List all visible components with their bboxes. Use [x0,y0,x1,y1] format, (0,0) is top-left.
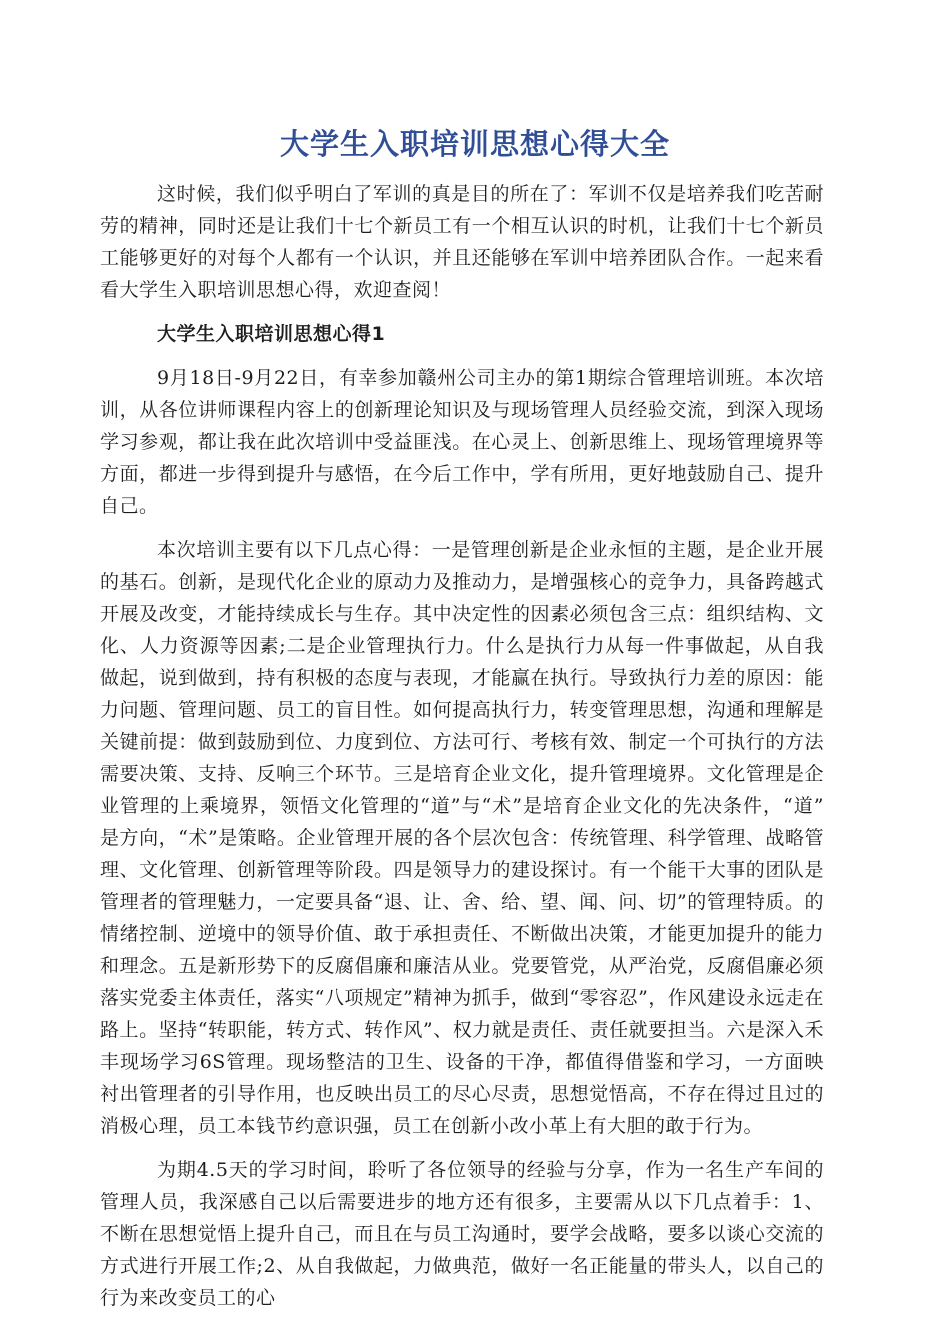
document-title: 大学生入职培训思想心得大全 [279,127,670,161]
paragraph-training-overview: 9月18日-9月22日，有幸参加赣州公司主办的第1期综合管理培训班。本次培训，从各位讲师课程内容上的创新理论知识及与现场管理人员经验交流，到深入现场学习参观，都让我在此次培训中受益匪浅。在心灵上、创新思维上、现场管理境界等方面，都进一步得到提升与感悟，在今后工作中，学有所用，更好地鼓励自己、提升自己。 [100,367,824,517]
paragraph-training-takeaways: 本次培训主要有以下几点心得：一是管理创新是企业永恒的主题，是企业开展的基石。创新，是现代化企业的原动力及推动力，是增强核心的竞争力，具备跨越式开展及改变，才能持续成长与生存。其中决定性的因素必须包含三点：组织结构、文化、人力资源等因素;二是企业管理执行力。什么是执行力从每一件事做起，从自我做起，说到做到，持有积极的态度与表现，才能赢在执行。导致执行力差的原因：能力问题、管理问题、员工的盲目性。如何提高执行力，转变管理思想，沟通和理解是关键前提：做到鼓励到位、力度到位、方法可行、考核有效、制定一个可执行的方法需要决策、支持、反响三个环节。三是培育企业文化，提升管理境界。文化管理是企业管理的上乘境界，领悟文化管理的“道”与“术”是培育企业文化的先决条件，“道”是方向，“术”是策略。企业管理开展的各个层次包含：传统管理、科学管理、战略管理、文化管理、创新管理等阶段。四是领导力的建设探讨。有一个能干大事的团队是管理者的管理魅力，一定要具备“退、让、舍、给、望、闻、问、切”的管理特质。的情绪控制、逆境中的领导价值、敢于承担责任、不断做出决策，才能更加提升的能力和理念。五是新形势下的反腐倡廉和廉洁从业。党要管党，从严治党，反腐倡廉必须落实党委主体责任，落实“八项规定”精神为抓手，做到“零容忍”，作风建设永远走在路上。坚持“转职能，转方式、转作风”、权力就是责任、责任就要担当。六是深入禾丰现场学习6S管理。现场整洁的卫生、设备的干净，都值得借鉴和学习，一方面映衬出管理者的引导作用，也反映出员工的尽心尽责，思想觉悟高，不存在得过且过的消极心理，员工本钱节约意识强，员工在创新小改小革上有大胆的敢于行为。 [100,539,824,1137]
paragraph-intro: 这时候，我们似乎明白了军训的真是目的所在了：军训不仅是培养我们吃苦耐劳的精神，同时还是让我们十七个新员工有一个相互认识的时机，让我们十七个新员工能够更好的对每个人都有一个认识，并且还能够在军训中培养团队合作。一起来看看大学生入职培训思想心得，欢迎查阅！ [100,183,824,301]
document-body [100,178,824,1314]
section-heading-1: 大学生入职培训思想心得1 [157,323,386,345]
paragraph-improvement-plan: 为期4.5天的学习时间，聆听了各位领导的经验与分享，作为一名生产车间的管理人员，我深感自己以后需要进步的地方还有很多，主要需从以下几点着手：1、不断在思想觉悟上提升自己，而且在与员工沟通时，要学会战略，要多以谈心交流的方式进行开展工作;2、从自我做起，力做典范，做好一名正能量的带头人，以自己的行为来改变员工的心 [100,1159,824,1309]
